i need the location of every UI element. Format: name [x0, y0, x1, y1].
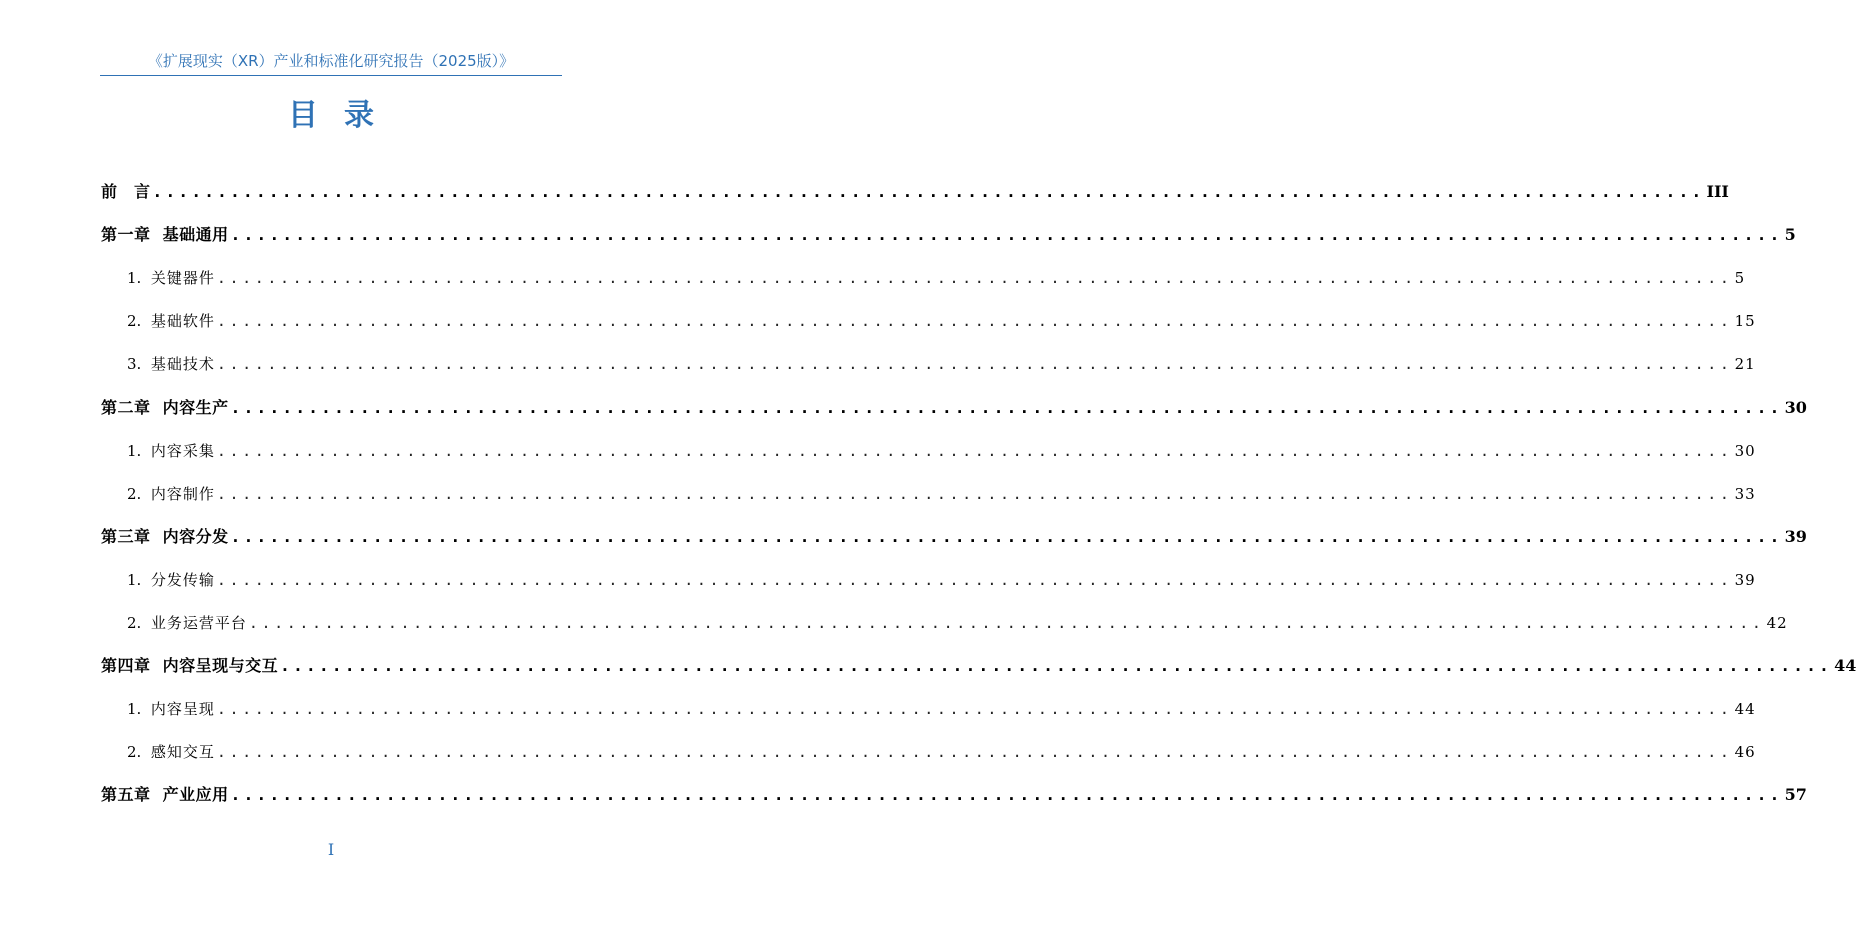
toc-entry-page-number: 46 — [1734, 743, 1756, 761]
toc-entry-page-number: 42 — [1766, 614, 1788, 632]
toc-entry-label: 第四章 内容呈现与交互 — [101, 656, 279, 675]
toc-entry-label: 业务运营平台 — [150, 614, 247, 632]
toc-entry-page-number: 39 — [1734, 571, 1756, 589]
toc-entry-page-number: 30 — [1784, 398, 1807, 417]
toc-section-entry[interactable] — [127, 697, 1756, 721]
toc-entry-number: 2. — [127, 614, 151, 632]
toc-entry-page-number: 44 — [1834, 656, 1856, 675]
toc-dot-leader: ........................................................................................................................ — [280, 656, 1833, 675]
toc-entry-page-number: 39 — [1784, 527, 1807, 546]
toc-entry-page-number: III — [1706, 182, 1729, 201]
toc-entry-page-number: 5 — [1734, 269, 1746, 287]
toc-entry-number: 2. — [127, 312, 151, 330]
toc-dot-leader: ........................................................................................................................ — [216, 442, 1733, 460]
toc-section-entry[interactable] — [127, 352, 1756, 376]
toc-entry-label: 内容制作 — [150, 485, 215, 503]
toc-dot-leader: ........................................................................................................................ — [216, 743, 1733, 761]
toc-chapter-entry[interactable] — [101, 525, 1807, 549]
toc-entry-label: 内容呈现 — [150, 700, 215, 718]
toc-dot-leader: ........................................................................................................................ — [152, 182, 1705, 201]
toc-entry-number: 2. — [127, 485, 151, 503]
toc-dot-leader: ........................................................................................................................ — [216, 312, 1733, 330]
toc-entry-number: 1. — [127, 700, 151, 718]
toc-section-entry[interactable] — [127, 568, 1756, 592]
toc-entry-label: 第一章 基础通用 — [101, 225, 229, 244]
toc-entry-page-number: 30 — [1734, 442, 1756, 460]
toc-entry-page-number: 33 — [1734, 485, 1756, 503]
toc-dot-leader: ........................................................................................................................ — [216, 355, 1733, 373]
toc-section-entry[interactable] — [127, 740, 1756, 764]
toc-entry-number: 1. — [127, 571, 151, 589]
toc-entry-page-number: 15 — [1734, 312, 1756, 330]
toc-section-entry[interactable] — [127, 439, 1756, 463]
toc-dot-leader: ........................................................................................................................ — [216, 571, 1733, 589]
toc-entry-page-number: 21 — [1734, 355, 1756, 373]
toc-dot-leader: ........................................................................................................................ — [248, 614, 1765, 632]
toc-section-entry[interactable] — [127, 266, 1746, 290]
toc-dot-leader: ........................................................................................................................ — [230, 225, 1783, 244]
toc-entry-label: 关键器件 — [150, 269, 215, 287]
toc-entry-page-number: 57 — [1784, 785, 1807, 804]
toc-chapter-entry[interactable] — [101, 223, 1796, 247]
toc-entry-label: 基础技术 — [150, 355, 215, 373]
toc-dot-leader: ........................................................................................................................ — [230, 785, 1783, 804]
toc-dot-leader: ........................................................................................................................ — [216, 485, 1733, 503]
toc-title: 目录 — [288, 98, 400, 133]
toc-chapter-entry[interactable] — [101, 654, 1856, 678]
footer-page-number: I — [327, 840, 335, 859]
toc-section-entry[interactable] — [127, 611, 1788, 635]
toc-entry-label: 第五章 产业应用 — [101, 785, 229, 804]
toc-entry-number: 3. — [127, 355, 151, 373]
toc-chapter-entry[interactable] — [101, 396, 1807, 420]
toc-chapter-entry[interactable] — [101, 180, 1729, 204]
toc-entry-label: 内容采集 — [150, 442, 215, 460]
toc-section-entry[interactable] — [127, 309, 1756, 333]
toc-entry-label: 感知交互 — [150, 743, 215, 761]
toc-dot-leader: ........................................................................................................................ — [216, 700, 1733, 718]
toc-entry-number: 1. — [127, 269, 151, 287]
toc-chapter-entry[interactable] — [101, 783, 1807, 807]
toc-entry-page-number: 5 — [1784, 225, 1796, 244]
toc-entry-label: 第二章 内容生产 — [101, 398, 229, 417]
toc-entry-label: 基础软件 — [150, 312, 215, 330]
toc-entry-label: 第三章 内容分发 — [101, 527, 229, 546]
running-header-title: 《扩展现实（XR）产业和标准化研究报告（2025版）》 — [147, 52, 515, 70]
toc-dot-leader: ........................................................................................................................ — [230, 398, 1783, 417]
toc-dot-leader: ........................................................................................................................ — [216, 269, 1733, 287]
toc-entry-number: 1. — [127, 442, 151, 460]
toc-entry-label: 分发传输 — [150, 571, 215, 589]
toc-entry-label: 前 言 — [101, 182, 151, 201]
toc-dot-leader: ........................................................................................................................ — [230, 527, 1783, 546]
toc-entry-page-number: 44 — [1734, 700, 1756, 718]
toc-section-entry[interactable] — [127, 482, 1756, 506]
toc-entry-number: 2. — [127, 743, 151, 761]
